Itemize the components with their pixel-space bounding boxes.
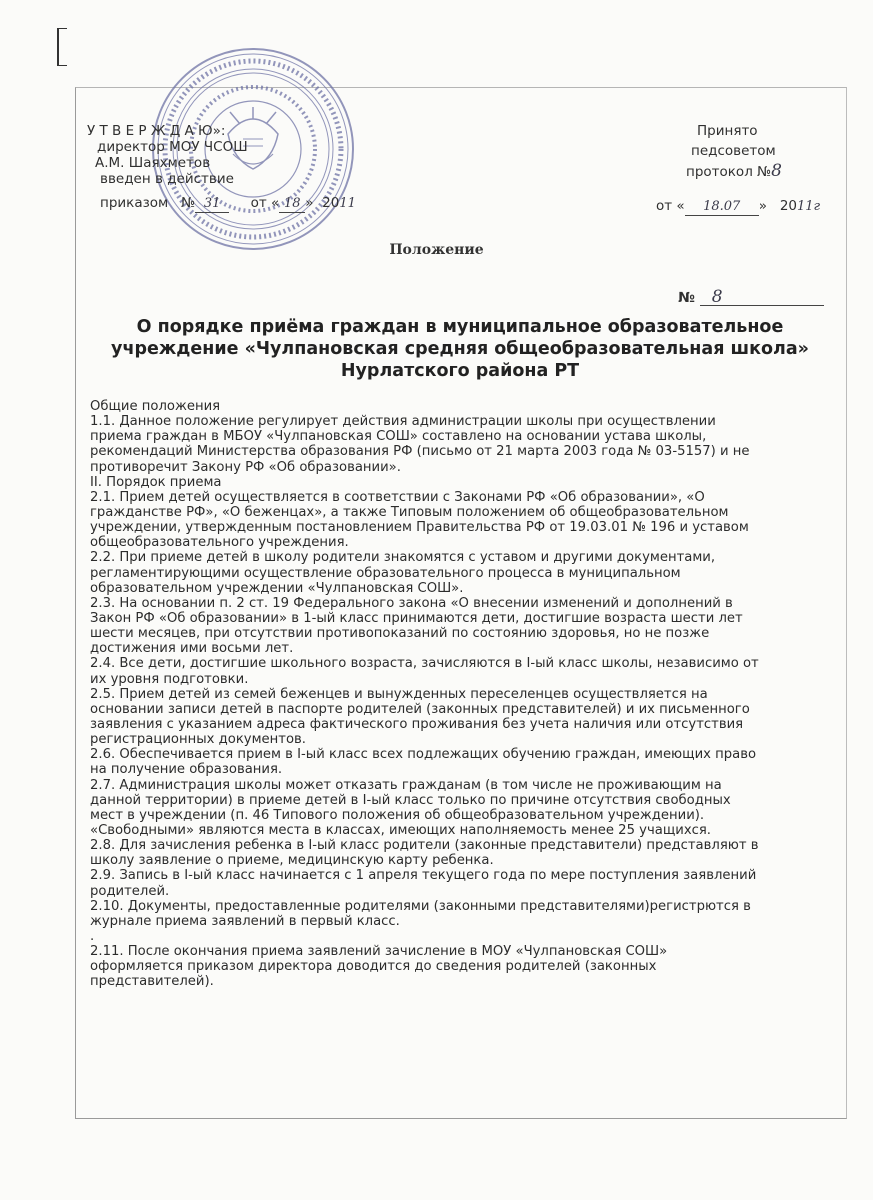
body-line: 2.10. Документы, предоставленные родителями (законными представителями)регистрются в	[90, 898, 751, 914]
protocol-year-prefix: 20	[779, 198, 798, 214]
order-year-prefix: 20	[322, 195, 340, 211]
body-line: регламентирующими осуществление образовательного процесса в муниципальном	[90, 565, 681, 581]
body-line: приема граждан в МБОУ «Чулпановская СОШ» составлено на основании устава школы,	[90, 429, 707, 445]
body-line: образовательном учреждении «Чулпановская СОШ».	[90, 580, 464, 596]
document-title	[100, 316, 820, 382]
body-line: данной территории) в приеме детей в I-ый класс только по причине отсутствия свободных	[90, 792, 731, 808]
body-line: .	[90, 928, 95, 944]
protocol-from-close: »	[758, 198, 767, 214]
body-line: общеобразовательного учреждения.	[90, 535, 349, 551]
body-line: 2.7. Администрация школы может отказать гражданам (в том числе не проживающим на	[90, 777, 722, 793]
document-number-value: 8	[700, 289, 824, 306]
body-line: достижения ими восьми лет.	[90, 641, 294, 657]
body-line: журнале приема заявлений в первый класс.	[90, 913, 400, 929]
accepted-label: Принято	[697, 123, 758, 139]
scan-corner-mark	[57, 28, 67, 66]
body-line: гражданстве РФ», «О беженцах», а также Типовым положением об общеобразовательном	[90, 504, 729, 520]
body-line: регистрационных документов.	[90, 732, 306, 748]
body-line: заявления с указанием адреса фактического проживания без учета наличия или отсутствия	[90, 716, 744, 732]
body-line: II. Порядок приема	[90, 474, 222, 490]
order-day-value: 18	[279, 196, 305, 213]
enacted-label: введен в действие	[100, 171, 234, 187]
order-year-suffix: 11	[339, 196, 356, 211]
body-line: Закон РФ «Об образовании» в 1-ый класс принимаются дети, достигшие возраста шести лет	[90, 610, 743, 626]
protocol-label: протокол №	[686, 164, 772, 180]
title-line: Нурлатского района РТ	[340, 361, 580, 381]
order-from-close: »	[305, 195, 314, 211]
document-type-label: Положение	[389, 242, 484, 258]
body-line: 2.8. Для зачисления ребенка в I-ый класс родители (законные представители) представляют в	[90, 838, 759, 854]
body-line: рекомендаций Министерства образования РФ (письмо от 21 марта 2003 года № 03-5157) и не	[90, 444, 750, 460]
body-line: основании записи детей в паспорте родителей (законных представителей) и их письменного	[90, 701, 750, 717]
protocol-year-suffix: 11г	[797, 199, 821, 214]
body-line: оформляется приказом директора доводится до сведения родителей (законных	[90, 959, 657, 975]
body-line: 2.3. На основании п. 2 ст. 19 Федерального закона «О внесении изменений и дополнений в	[90, 595, 733, 611]
body-line: их уровня подготовки.	[90, 671, 249, 687]
director-position: директор МОУ ЧСОШ	[97, 139, 248, 155]
body-line: мест в учреждении (п. 46 Типового положения об общеобразовательном учреждении).	[90, 807, 705, 823]
order-number-label: №	[181, 195, 196, 211]
body-line: 2.9. Запись в I-ый класс начинается с 1 апреля текущего года по мере поступления заявлений	[90, 868, 757, 884]
order-line	[100, 195, 356, 213]
approve-label: У Т В Е Р Ж Д А Ю»:	[87, 123, 226, 139]
protocol-from-label: от «	[656, 198, 685, 214]
protocol-date-line	[656, 198, 820, 216]
council-label: педсоветом	[691, 143, 776, 159]
body-line: учреждении, утвержденным постановлением Правительства РФ от 19.03.01 № 196 и уставом	[90, 520, 749, 536]
body-line: противоречит Закону РФ «Об образовании».	[90, 459, 401, 475]
body-line: представителей).	[90, 974, 214, 990]
order-number-value: 31	[195, 196, 229, 213]
protocol-date-value: 18.07	[685, 199, 759, 216]
protocol-number-value: 8	[771, 161, 782, 181]
title-line: О порядке приёма граждан в муниципальное образовательное	[136, 317, 784, 337]
body-line: школу заявление о приеме, медицинскую карту ребенка.	[90, 853, 494, 869]
body-line: Общие положения	[90, 399, 221, 414]
body-line: «Свободными» являются места в классах, имеющих наполняемость менее 25 учащихся.	[90, 822, 712, 838]
body-line: 1.1. Данное положение регулирует действия администрации школы при осуществлении	[90, 414, 716, 430]
document-number-label: №	[678, 290, 695, 306]
body-line: 2.1. Прием детей осуществляется в соответствии с Законами РФ «Об образовании», «О	[90, 489, 705, 505]
body-line: 2.5. Прием детей из семей беженцев и вынужденных переселенцев осуществляется на	[90, 686, 708, 702]
body-line: 2.11. После окончания приема заявлений зачисление в МОУ «Чулпановская СОШ»	[90, 944, 668, 960]
protocol-line	[686, 163, 782, 180]
body-line: на получение образования.	[90, 762, 283, 778]
document-body	[90, 399, 830, 989]
director-name: А.М. Шаяхметов	[95, 155, 211, 171]
document-number-line	[678, 289, 824, 306]
title-line: учреждение «Чулпановская средняя общеобразовательная школа»	[111, 339, 809, 359]
body-line: 2.2. При приеме детей в школу родители знакомятся с уставом и другими документами,	[90, 550, 716, 566]
body-line: 2.4. Все дети, достигшие школьного возраста, зачисляются в I-ый класс школы, независимо от	[90, 656, 759, 672]
body-line: шести месяцев, при отсутствии противопоказаний по состоянию здоровья, но не позже	[90, 626, 710, 642]
body-line: родителей.	[90, 883, 170, 899]
order-from-label: от «	[250, 195, 280, 211]
order-label: приказом	[100, 195, 169, 211]
body-line: 2.6. Обеспечивается прием в I-ый класс всех подлежащих обучению граждан, имеющих право	[90, 747, 757, 763]
